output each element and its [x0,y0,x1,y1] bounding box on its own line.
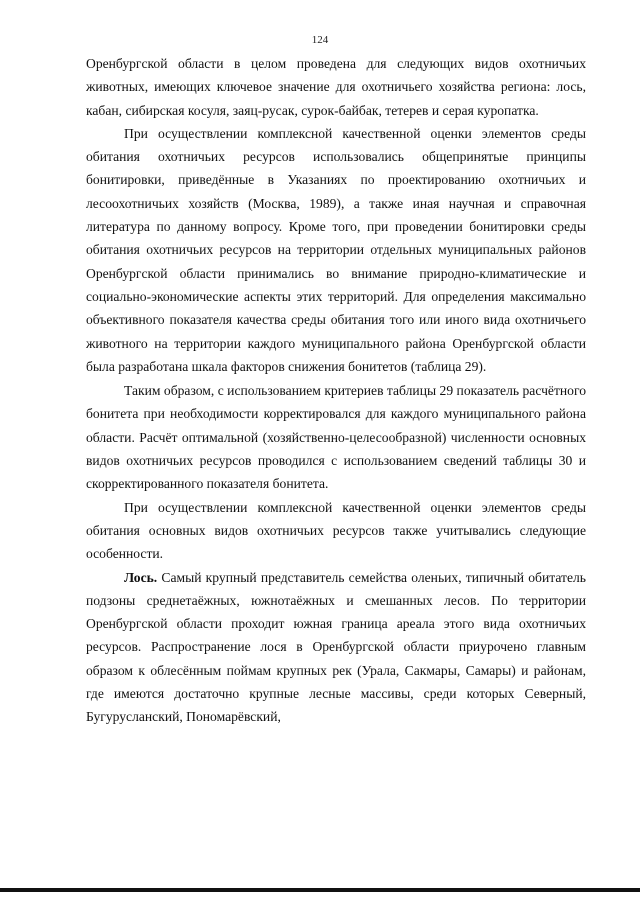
paragraph-bonitirovka-principles: При осуществлении комплексной качественной оценки элементов среды обитания охотничьих ресурсов использовались общепринятые принципы бонитировки, приведённые в Указаниях по проектированию охотничьих и лесоохотничьих хозяйств (Москва, 1989), а также иная научная и справочная литература по данному вопросу. Кроме того, при проведении бонитировки среды обитания охотничьих ресурсов на территории отдельных муниципальных районов Оренбургской области принимались во внимание природно-климатические и социально-экономические аспекты этих территорий. Для определения максимально объективного показателя качества среды обитания того или иного вида охотничьего животного на территории каждого муниципального района Оренбургской области была разработана шкала факторов снижения бонитетов (таблица 29). [86,125,586,374]
page-number: 124 [311,34,329,46]
paragraph-features-intro: При осуществлении комплексной качественной оценки элементов среды обитания основных видов охотничьих ресурсов также учитывались следующие особенности. [86,499,586,562]
document-body [86,52,586,729]
bottom-border-line [0,888,640,892]
paragraph-calculated-bonitet: Таким образом, с использованием критериев таблицы 29 показатель расчётного бонитета при необходимости корректировался для каждого муниципального района области. Расчёт оптимальной (хозяйственно-целесообразной) численности основных видов охотничьих ресурсов проводился с использованием сведений таблицы 30 и скорректированного показателя бонитета. [86,383,586,492]
paragraph-moose [86,566,586,729]
moose-text: Самый крупный представитель семейства оленьих, типичный обитатель подзоны среднетаёжных, южнотаёжных и смешанных лесов. По территории Оренбургской области проходит южная граница ареала этого вида охотничьих ресурсов. Распространение лося в Оренбургской области приурочено главным образом к облесённым поймам крупных рек (Урала, Сакмары, Самары) и районам, где имеются достаточно крупные лесные массивы, среди которых Северный, Бугурусланский, Пономарёвский, [86,569,586,725]
moose-heading: Лось. [124,569,158,585]
paragraph-intro-continuation: Оренбургской области в целом проведена для следующих видов охотничьих животных, имеющих ключевое значение для охотничьего хозяйства региона: лось, кабан, сибирская косуля, заяц-русак, сурок-байбак, тетерев и серая куропатка. [86,56,586,118]
